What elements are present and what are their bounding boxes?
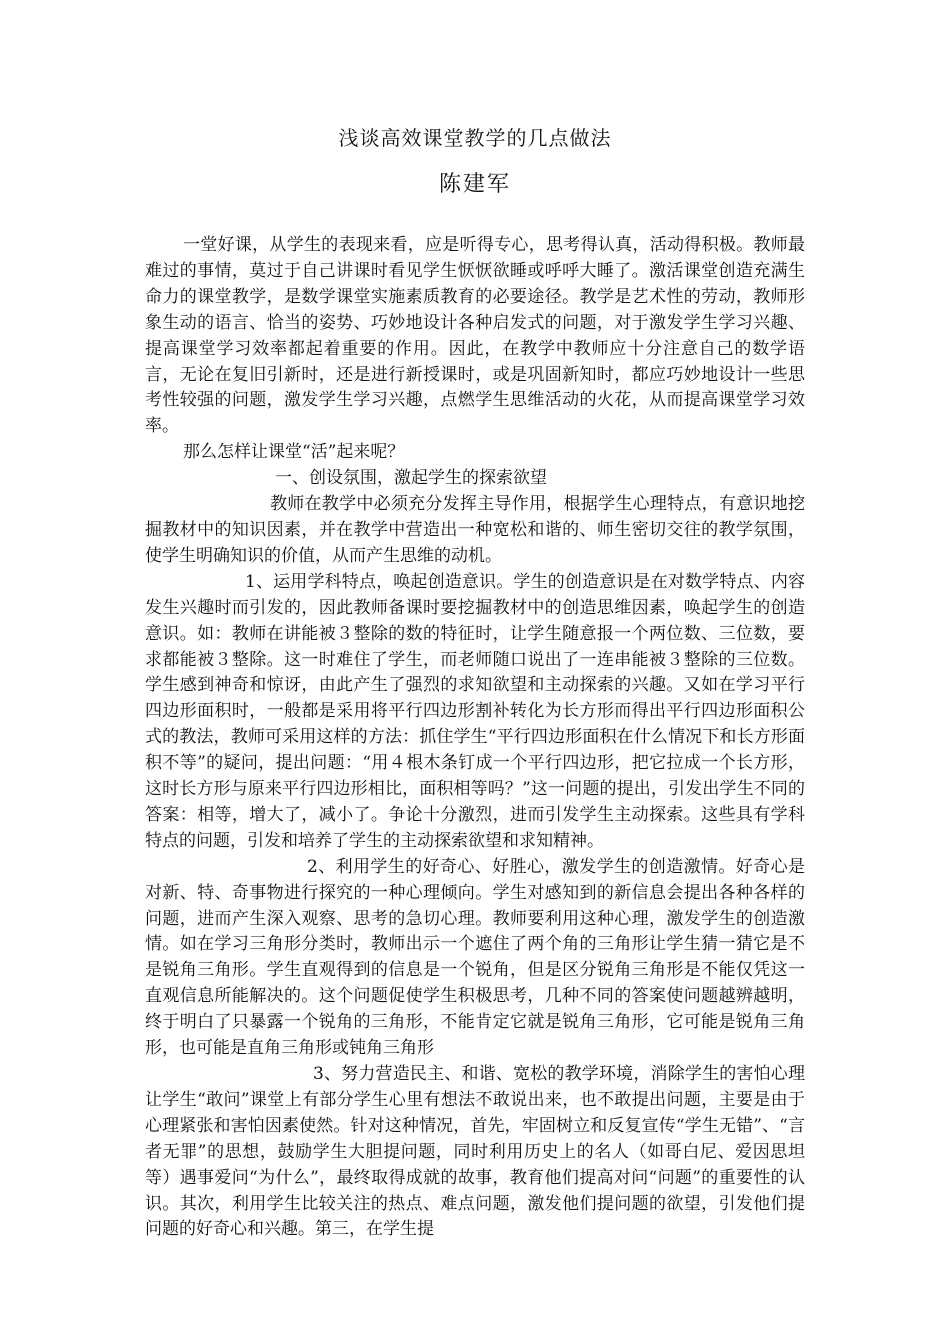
subsection-1-paragraph: 1、运用学科特点，唤起创造意识。学生的创造意识是在对数学特点、内容发生兴趣时而引发的，因此教师备课时要挖掘教材中的创造思维因素，唤起学生的创造意识。如：教师在讲能被３整除的数的特征时，让学生随意报一个两位数、三位数，要求都能被３整除。这一时难住了学生，而老师随口说出了一连串能被３整除的三位数。学生感到神奇和惊讶，由此产生了强烈的求知欲望和主动探索的兴趣。又如在学习平行四边形面积时，一般都是采用将平行四边形割补转化为长方形而得出平行四边形面积公式的教法，教师可采用这样的方法：抓住学生“平行四边形面积在什么情况下和长方形面积不等”的疑问，提出问题：“用４根木条钉成一个平行四边形，把它拉成一个长方形，这时长方形与原来平行四边形相比，面积相等吗？”这一问题的提出，引发出学生不同的答案：相等，增大了，减小了。争论十分激烈，进而引发学生主动探索。这些具有学科特点的问题，引发和培养了学生的主动探索欲望和求知精神。 xyxy=(145,571,805,851)
intro-paragraph: 一堂好课，从学生的表现来看，应是听得专心，思考得认真，活动得积极。教师最难过的事情，莫过于自己讲课时看见学生恹恹欲睡或呼呼大睡了。激活课堂创造充满生命力的课堂教学，是数学课堂实施素质教育的必要途径。教学是艺术性的劳动，教师形象生动的语言、恰当的姿势、巧妙地设计各种启发式的问题，对于激发学生学习兴趣、提高课堂学习效率都起着重要的作用。因此，在教学中教师应十分注意自己的数学语言，无论在复旧引新时，还是进行新授课时，或是巩固新知时，都应巧妙地设计一些思考性较强的问题，激发学生学习兴趣，点燃学生思维活动的火花，从而提高课堂学习效率。 xyxy=(145,235,805,437)
document-author: 陈建军 xyxy=(438,172,511,197)
subsection-2-paragraph: 2、利用学生的好奇心、好胜心，激发学生的创造激情。好奇心是对新、特、奇事物进行探究的一种心理倾向。学生对感知到的新信息会提出各种各样的问题，进而产生深入观察、思考的急切心理。教师要利用这种心理，激发学生的创造激情。如在学习三角形分类时，教师出示一个遮住了两个角的三角形让学生猜一猜它是不是锐角三角形。学生直观得到的信息是一个锐角，但是区分锐角三角形是不能仅凭这一直观信息所能解决的。这个问题促使学生积极思考，几种不同的答案使问题越辨越明，终于明白了只暴露一个锐角的三角形，不能肯定它就是锐角三角形，它可能是锐角三角形，也可能是直角三角形或钝角三角形 xyxy=(145,856,805,1059)
section-1-paragraph: 教师在教学中必须充分发挥主导作用，根据学生心理特点，有意识地挖掘教材中的知识因素，并在教学中营造出一种宽松和谐的、师生密切交往的教学氛围，使学生明确知识的价值，从而产生思维的动机。 xyxy=(145,494,805,566)
section-heading-1: 一、创设氛围，激起学生的探索欲望 xyxy=(275,468,547,489)
document-body xyxy=(145,233,805,1243)
question-paragraph: 那么怎样让课堂“活”起来呢？ xyxy=(183,442,405,463)
document-title: 浅谈高效课堂教学的几点做法 xyxy=(338,126,612,150)
subsection-3-paragraph: 3、努力营造民主、和谐、宽松的教学环境，消除学生的害怕心理让学生“敢问”课堂上有部分学生心里有想法不敢说出来，也不敢提出问题，主要是由于心理紧张和害怕因素使然。针对这种情况，首先，牢固树立和反复宣传“学生无错”、“言者无罪”的思想，鼓励学生大胆提问题，同时利用历史上的名人（如哥白尼、爱因思坦等）遇事爱问“为什么”，最终取得成就的故事，教育他们提高对问“问题”的重要性的认识。其次，利用学生比较关注的热点、难点问题，激发他们提问题的欲望，引发他们提问题的好奇心和兴趣。第三，在学生提 xyxy=(145,1064,805,1240)
